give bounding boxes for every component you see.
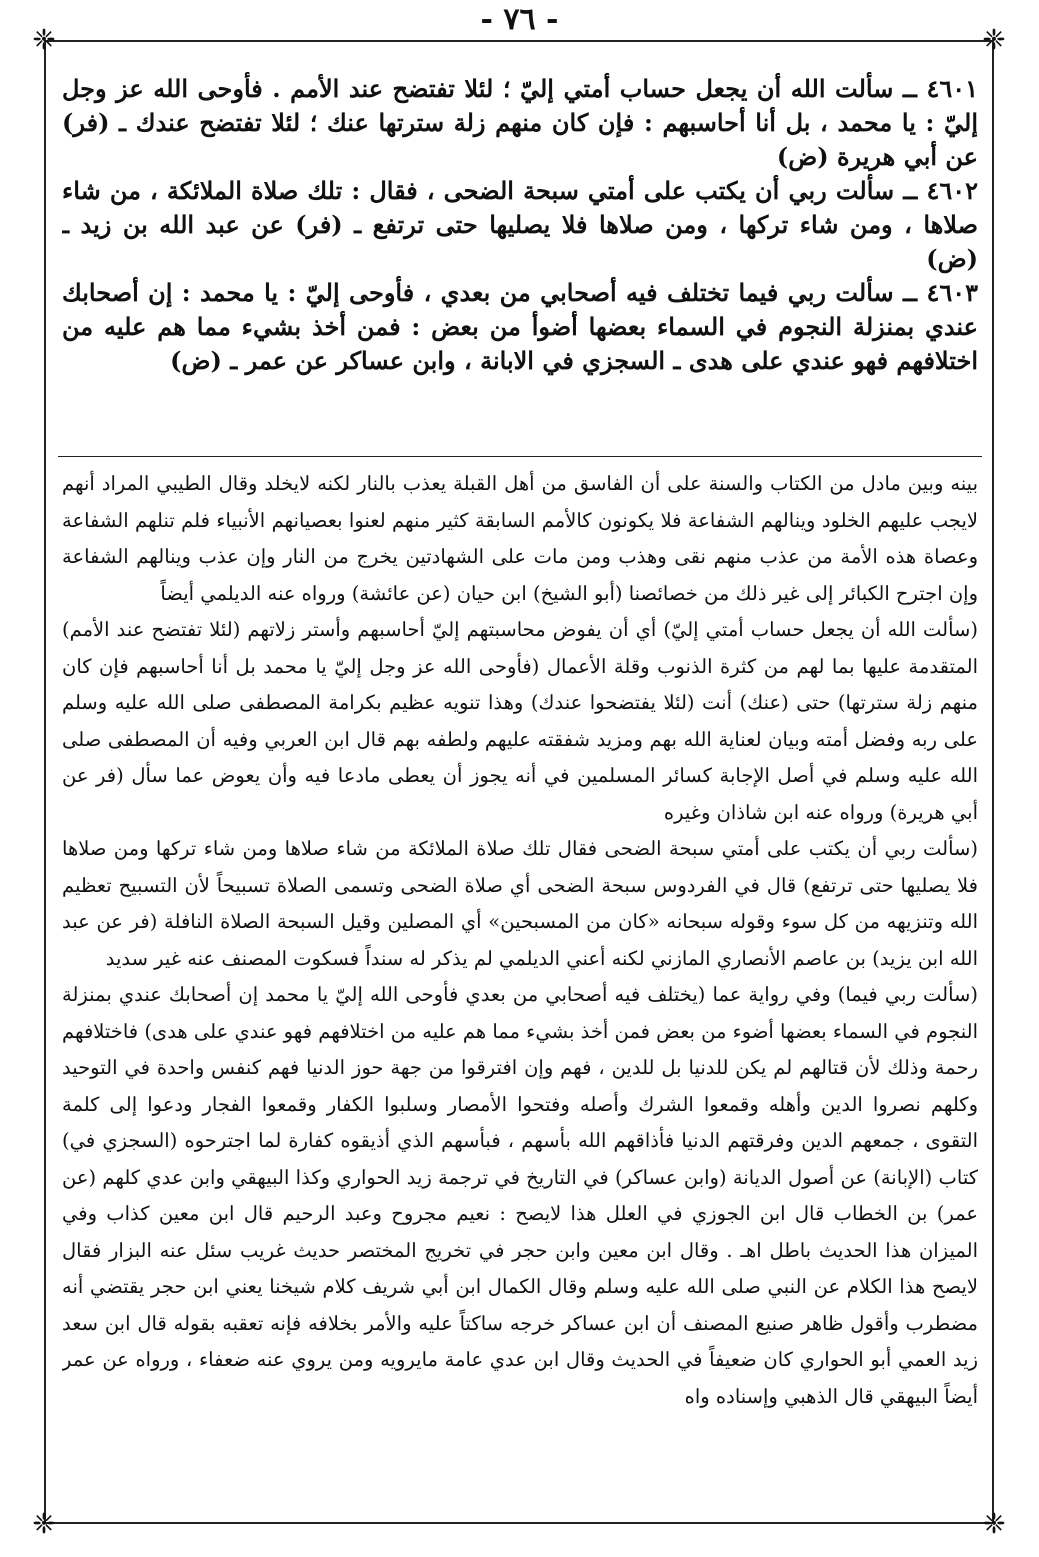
page-number: - ٧٦ - — [480, 2, 559, 37]
commentary-paragraph: (سألت ربي فيما) وفي رواية عما (يختلف فيه أصحابي من بعدي فأوحى الله إليّ يا محمد إن أصحابك عندي بمنزلة النجوم في السماء بعضها أضوء من بعض فمن أخذ بشيء مما هم عليه من اختلافهم فهو عندي على هدى) فاختلافهم رحمة وذلك لأن قتالهم لم يكن للدنيا بل للدين ، فهم وإن افترقوا من جهة حوز الدنيا فهم كنفس واحدة في التوحيد وكلهم نصروا الدين وأهله وقمعوا الشرك وأصله وفتحوا الأمصار وسلبوا الكفار وقمعوا الفجار ودعوا إلى كلمة التقوى ، جمعهم الدين وفرقتهم الدنيا فأذاقهم الله بأسهم ، فبأسهم الذي أذيقوه كفارة لما اجترحوه (السجزي في) كتاب (الإبانة) عن أصول الديانة (وابن عساكر) في التاريخ في ترجمة زيد الحواري وكذا البيهقي وابن عدي كلهم (عن عمر) بن الخطاب قال ابن الجوزي في العلل هذا لايصح : نعيم مجروح وعبد الرحيم قال ابن معين كذاب وفي الميزان هذا الحديث باطل اهـ . وقال ابن معين وابن حجر في تخريج المختصر حديث غريب سئل عنه البزار فقال لايصح هذا الكلام عن النبي صلى الله عليه وسلم وقال الكمال ابن أبي شريف كلام شيخنا يعني ابن حجر يقتضي أنه مضطرب وأقول ظاهر صنيع المصنف أن ابن عساكر خرجه ساكتاً عليه والأمر بخلافه فإنه تعقبه بقوله قال ابن سعد زيد العمي أبو الحواري كان ضعيفاً في الحديث وقال ابن عدي عامة مايرويه ومن يروي عنه ضعفاء ، ورواه عن عمر أيضاً البيهقي قال الذهبي وإسناده واه — [62, 983, 978, 1408]
commentary-paragraph: (سألت الله أن يجعل حساب أمتي إليّ) أي أن يفوض محاسبتهم إليّ أحاسبهم وأستر زلاتهم (لئلا تفتضح عند الأمم) المتقدمة عليها بما لهم من كثرة الذنوب وقلة الأعمال (فأوحى الله عز وجل إليّ يا محمد بل أنا أحاسبهم فإن كان منهم زلة سترتها) حتى (عنك) أنت (لئلا يفتضحوا عندك) وهذا تنويه عظيم بكرامة المصطفى صلى الله عليه وسلم على ربه وفضل أمته وبيان لعناية الله بهم ومزيد شفقته عليهم ولطفه بهم قال ابن العربي وفيه أن المصطفى صلى الله عليه وسلم في أصل الإجابة كسائر المسلمين في أنه يجوز أن يعطى مادعا فيه وأن يعوض عما سأل (فر عن أبي هريرة) ورواه عنه ابن شاذان وغيره — [62, 618, 978, 824]
hadith-4603: ٤٦٠٣ ــ سألت ربي فيما تختلف فيه أصحابي من بعدي ، فأوحى إليّ : يا محمد : إن أصحابك عندي بمنزلة النجوم في السماء بعضها أضوأ من بعض : فمن أخذ بشيء مما هم عليه من اختلافهم فهو عندي على هدى ـ السجزي في الابانة ، وابن عساكر عن عمر ـ (ض) — [62, 278, 978, 375]
corner-ornament-icon: ❈ — [982, 1507, 1006, 1540]
corner-ornament-icon: ❈ — [32, 23, 56, 56]
corner-ornament-icon: ❈ — [982, 23, 1006, 56]
corner-ornament-icon: ❈ — [32, 1507, 56, 1540]
commentary-paragraph: بينه وبين مادل من الكتاب والسنة على أن الفاسق من أهل القبلة يعذب بالنار لكنه لايخلد وقال الطيبي المراد أنهم لايجب عليهم الخلود وينالهم الشفاعة فلا يكونون كالأمم السابقة كثير منهم لعنوا بعصيانهم الأنبياء فلم تنلهم الشفاعة وعصاة هذه الأمة من عذب منهم نقى وهذب ومن مات على الشهادتين يخرج من النار وإن عذب وينالهم الشفاعة وإن اجترح الكبائر إلى غير ذلك من خصائصنا (أبو الشيخ) ابن حيان (عن عائشة) ورواه عنه الديلمي أيضاً — [62, 472, 978, 605]
hadith-section — [62, 72, 978, 458]
hadith-4602: ٤٦٠٢ ــ سألت ربي أن يكتب على أمتي سبحة الضحى ، فقال : تلك صلاة الملائكة ، من شاء صلاها ، ومن شاء تركها ، ومن صلاها فلا يصليها حتى ترتفع ـ (فر) عن عبد الله بن زيد ـ (ض) — [62, 176, 978, 273]
commentary-section — [62, 466, 978, 1516]
section-divider — [58, 456, 982, 457]
hadith-4601: ٤٦٠١ ــ سألت الله أن يجعل حساب أمتي إليّ ؛ لئلا تفتضح عند الأمم . فأوحى الله عز وجل إليّ : يا محمد ، بل أنا أحاسبهم : فإن كان منهم زلة سترتها عنك ؛ لئلا تفتضح عندك ـ (فر) عن أبي هريرة (ض) — [62, 74, 978, 171]
commentary-paragraph: (سألت ربي أن يكتب على أمتي سبحة الضحى فقال تلك صلاة الملائكة من شاء صلاها ومن شاء تركها ومن صلاها فلا يصليها حتى ترتفع) قال في الفردوس سبحة الضحى أي صلاة الضحى وتسمى الصلاة تسبيحاً لأن التسبيح تعظيم الله وتنزيهه من كل سوء وقوله سبحانه «كان من المسبحين» أي المصلين وقيل السبحة الصلاة النافلة (فر عن عبد الله ابن يزيد) بن عاصم الأنصاري المازني لكنه أعني الديلمي لم يذكر له سنداً فسكوت المصنف عنه غير سديد — [62, 837, 978, 970]
